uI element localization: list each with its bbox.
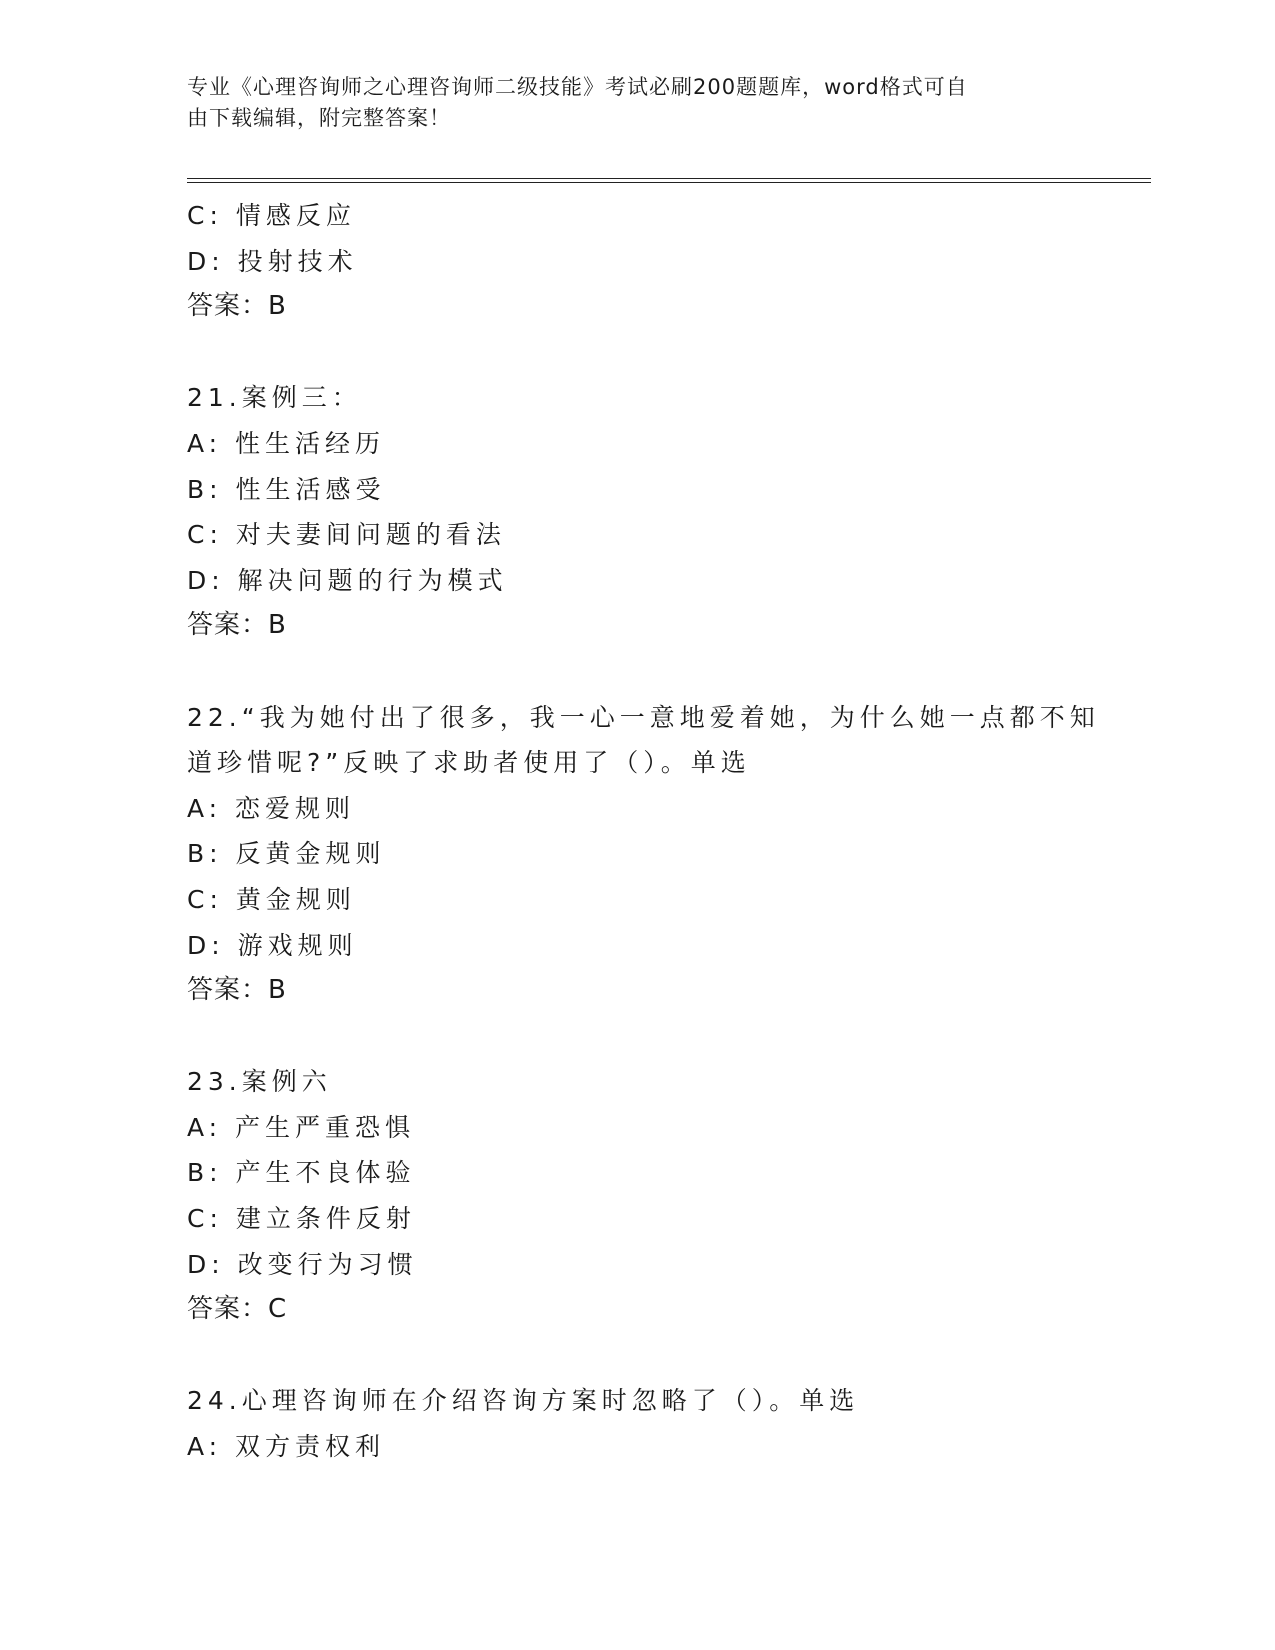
question-stem: 23.案例六 (187, 1067, 332, 1097)
option-b: B: 产生不良体验 (187, 1158, 416, 1188)
option-a: A: 产生严重恐惧 (187, 1112, 416, 1142)
header-title-line-1: 专业《心理咨询师之心理咨询师二级技能》考试必刷200题题库，word格式可自 (187, 75, 968, 99)
option-b: B: 反黄金规则 (187, 839, 386, 869)
option-d: D: 解决问题的行为模式 (187, 565, 508, 595)
question-list (187, 193, 1100, 1470)
option-a: A: 性生活经历 (187, 428, 386, 458)
option-d: D: 投射技术 (187, 246, 358, 276)
option-c: C: 情感反应 (187, 201, 356, 230)
question-stem: 24.心理咨询师在介绍咨询方案时忽略了（）。单选 (187, 1386, 860, 1416)
option-c: C: 对夫妻间问题的看法 (187, 520, 506, 550)
answer-line: 答案：C (187, 1294, 288, 1325)
option-c: C: 建立条件反射 (187, 1204, 416, 1234)
header-title-line-2: 由下载编辑，附完整答案！ (187, 106, 451, 130)
question-stem: 21.案例三： (187, 383, 362, 413)
answer-line: 答案：B (187, 291, 287, 322)
option-b: B: 性生活感受 (187, 474, 386, 504)
answer-line: 答案：B (187, 610, 287, 641)
header-divider-top (187, 178, 1151, 179)
option-a: A: 双方责权利 (187, 1432, 386, 1462)
option-d: D: 改变行为习惯 (187, 1249, 418, 1279)
question-stem-continued: 道珍惜呢?”反映了求助者使用了（）。单选 (187, 748, 751, 778)
option-c: C: 黄金规则 (187, 884, 356, 914)
document-header (187, 72, 1067, 134)
option-a: A: 恋爱规则 (187, 793, 356, 823)
question-stem: 22.“我为她付出了很多，我一心一意地爱着她，为什么她一点都不知 (187, 702, 1100, 732)
option-d: D: 游戏规则 (187, 930, 358, 960)
header-divider-bottom (187, 182, 1151, 183)
answer-line: 答案：B (187, 975, 287, 1006)
